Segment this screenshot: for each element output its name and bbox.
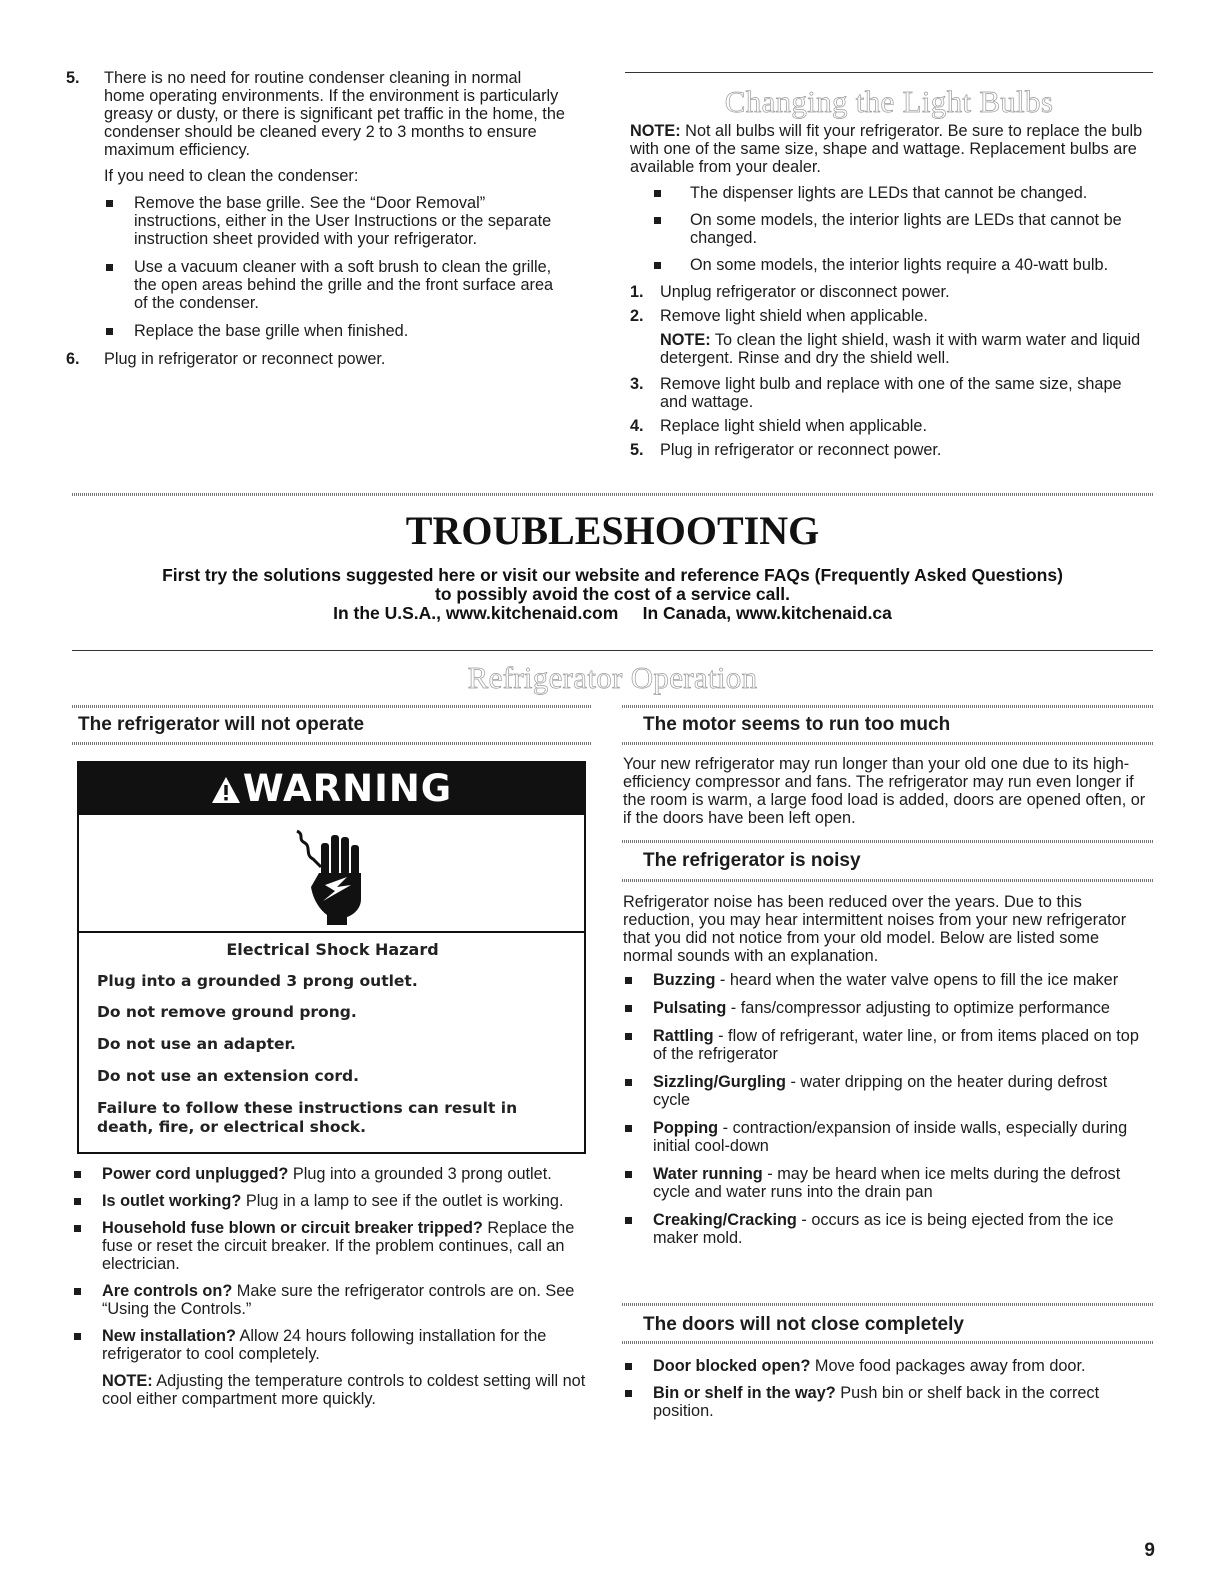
warning-line: Failure to follow these instructions can result in death, fire, or electrical shock. [97,1099,518,1136]
page-number: 9 [1144,1540,1155,1561]
bullet-icon [74,1225,81,1232]
divider [622,840,1153,843]
item-label: Buzzing [653,971,716,989]
bullet-icon [654,262,661,269]
bullet-text: On some models, the interior lights are LEDs that cannot be changed. [690,211,1122,247]
intro-line: First try the solutions suggested here or visit our website and reference FAQs (Frequently Asked Questions) [162,565,1063,585]
item-label: Sizzling/Gurgling [653,1073,786,1091]
list-item [72,1192,592,1210]
divider [622,879,1153,882]
bulb-step-3 [630,375,1153,411]
website-line: In the U.S.A., www.kitchenaid.com In Canada, www.kitchenaid.ca [333,603,892,623]
item-text: Move food packages away from door. [810,1357,1086,1375]
step-text: Unplug refrigerator or disconnect power. [660,283,950,301]
list-item [630,256,1153,274]
step-number: 4. [630,417,644,435]
note-text: To clean the light shield, wash it with warm water and liquid detergent. Rinse and dry the shield well. [660,331,1141,367]
item-label: Rattling [653,1027,714,1045]
bullet-icon [74,1171,81,1178]
intro-block [90,566,1135,623]
bullet-icon [625,1171,632,1178]
warning-triangle-icon [211,776,241,804]
list-item [623,1073,1148,1109]
list-item [72,1165,592,1183]
bulb-step-2 [630,307,1153,367]
bullet-text: Remove the base grille. See the “Door Removal” instructions, either in the User Instructions or the separate instruction sheet provided with your refrigerator. [134,194,552,248]
divider [622,1341,1153,1344]
warning-line: Do not remove ground prong. [97,1003,357,1021]
condenser-section [66,69,566,368]
warning-title: WARNING [242,767,453,810]
step-number: 6. [66,350,80,368]
step-number: 5. [66,69,80,87]
step-number: 3. [630,375,644,393]
doors-section [623,1357,1148,1420]
step-number: 1. [630,283,644,301]
item-text: Replace the fuse or reset the circuit breaker. If the problem continues, call an electrician. [102,1219,575,1273]
list-item [623,1027,1148,1063]
list-item [72,1219,592,1273]
divider [72,742,592,745]
note-label: NOTE: [630,122,681,140]
warning-line: Do not use an adapter. [97,1035,296,1053]
bullet-icon [625,977,632,984]
note-label: NOTE: [102,1372,153,1390]
item-text: Allow 24 hours following installation for the refrigerator to cool completely. [102,1327,547,1363]
step-number: 5. [630,441,644,459]
subheading: The motor seems to run too much [643,714,951,735]
divider [72,650,1153,651]
item-text: - may be heard when ice melts during the defrost cycle and water runs into the drain pan [653,1165,1121,1201]
note [102,1372,592,1408]
item-text: - heard when the water valve opens to fill the ice maker [715,971,1119,989]
paragraph: Your new refrigerator may run longer than your old one due to its high-efficiency compressor and fans. The refrigerator may run even longer if the room is warm, a large food load is added, doors are opened often, or if the doors have been left open. [623,755,1146,827]
divider [72,705,592,708]
step-text: Plug in refrigerator or reconnect power. [660,441,942,459]
bullet-icon [654,217,661,224]
item-label: New installation? [102,1327,236,1345]
item-text: Push bin or shelf back in the correct position. [653,1384,1100,1420]
item-label: Water running [653,1165,763,1183]
bullet-icon [74,1198,81,1205]
section-heading: Refrigerator Operation [467,660,758,695]
step-6 [66,350,566,368]
item-label: Are controls on? [102,1282,233,1300]
bullet-icon [106,200,113,207]
item-text: - occurs as ice is being ejected from the ice maker mold. [653,1211,1114,1247]
condenser-intro: If you need to clean the condenser: [104,167,359,185]
paragraph: Refrigerator noise has been reduced over the years. Due to this reduction, you may hear intermittent noises from your new refrigerator that you did not notice from your old model. Below are listed some normal sounds with an explanation. [623,893,1127,965]
step2-note [660,331,1153,367]
subheading: The doors will not close completely [643,1314,964,1335]
step-text: Plug in refrigerator or reconnect power. [104,350,386,368]
step-text: There is no need for routine condenser cleaning in normal home operating environments. If the environment is particularly greasy or dusty, or there is significant pet traffic in the home, the condenser should be cleaned every 2 to 3 months to ensure maximum efficiency. [104,69,565,159]
list-item [623,999,1148,1017]
bulbs-note [630,122,1153,176]
list-item [623,1119,1148,1155]
bullet-text: The dispenser lights are LEDs that cannot be changed. [690,184,1088,202]
step-text: Remove light bulb and replace with one of the same size, shape and wattage. [660,375,1122,411]
item-label: Household fuse blown or circuit breaker tripped? [102,1219,483,1237]
warning-box [77,761,586,1154]
item-label: Creaking/Cracking [653,1211,797,1229]
list-item [630,211,1153,247]
electrical-shock-hand-icon [291,825,371,925]
note-label: NOTE: [660,331,711,349]
item-text: - water dripping on the heater during defrost cycle [653,1073,1108,1109]
page-title: TROUBLESHOOTING [405,508,820,553]
item-text: Make sure the refrigerator controls are on. See “Using the Controls.” [102,1282,575,1318]
step-text: Remove light shield when applicable. [660,307,928,325]
item-label: Door blocked open? [653,1357,811,1375]
note-text: Adjusting the temperature controls to coldest setting will not cool either compartment more quickly. [102,1372,586,1408]
warning-banner [79,763,584,815]
bullet-icon [106,264,113,271]
item-label: Popping [653,1119,719,1137]
bullet-text: Replace the base grille when finished. [134,322,409,340]
list-item [104,258,566,312]
bulb-step-5 [630,441,1153,459]
bullet-icon [654,190,661,197]
bulbs-section [630,122,1153,459]
bulb-step-1 [630,283,1153,301]
hazard-name: Electrical Shock Hazard [226,940,439,959]
not-operate-list [72,1165,592,1408]
divider [622,705,1153,708]
subheading: The refrigerator will not operate [78,714,365,735]
motor-text [623,755,1148,827]
bullet-icon [625,1079,632,1086]
list-item [623,1357,1148,1375]
divider [622,1303,1153,1306]
divider [625,72,1153,73]
divider [79,931,584,933]
bullet-icon [74,1333,81,1340]
bullet-icon [106,328,113,335]
bullet-icon [74,1288,81,1295]
bullet-icon [625,1125,632,1132]
bullet-icon [625,1363,632,1370]
step-text: Replace light shield when applicable. [660,417,928,435]
item-label: Bin or shelf in the way? [653,1384,836,1402]
bullet-icon [625,1217,632,1224]
item-text: Plug into a grounded 3 prong outlet. [288,1165,552,1183]
divider [622,742,1153,745]
bullet-icon [625,1033,632,1040]
item-label: Power cord unplugged? [102,1165,289,1183]
note-text: Not all bulbs will fit your refrigerator. Be sure to replace the bulb with one of the same size, shape and wattage. Replacement bulbs are available from your dealer. [630,122,1143,176]
list-item [104,194,566,248]
list-item [72,1282,592,1318]
bullet-icon [625,1390,632,1397]
item-text: - flow of refrigerant, water line, or from items placed on top of the refrigerator [653,1027,1139,1063]
list-item [630,184,1153,202]
item-text: - contraction/expansion of inside walls, especially during initial cool-down [653,1119,1128,1155]
bulb-step-4 [630,417,1153,435]
item-text: - fans/compressor adjusting to optimize performance [726,999,1110,1017]
step-5 [66,69,566,340]
warning-line: Plug into a grounded 3 prong outlet. [97,972,418,990]
bullet-icon [625,1005,632,1012]
item-text: Plug in a lamp to see if the outlet is working. [241,1192,564,1210]
divider [72,493,1153,496]
bullet-text: Use a vacuum cleaner with a soft brush to clean the grille, the open areas behind the grille and the front surface area of the condenser. [134,258,554,312]
subheading: The refrigerator is noisy [643,850,861,871]
list-item [623,971,1148,989]
list-item [72,1327,592,1408]
list-item [623,1384,1148,1420]
noisy-section [623,893,1148,1247]
list-item [104,322,566,340]
warning-line: Do not use an extension cord. [97,1067,360,1085]
bulbs-heading: Changing the Light Bulbs [724,84,1054,119]
step-number: 2. [630,307,644,325]
list-item [623,1165,1148,1201]
list-item [623,1211,1148,1247]
intro-line: to possibly avoid the cost of a service call. [435,584,790,604]
item-label: Pulsating [653,999,727,1017]
bullet-text: On some models, the interior lights require a 40-watt bulb. [690,256,1109,274]
item-label: Is outlet working? [102,1192,242,1210]
